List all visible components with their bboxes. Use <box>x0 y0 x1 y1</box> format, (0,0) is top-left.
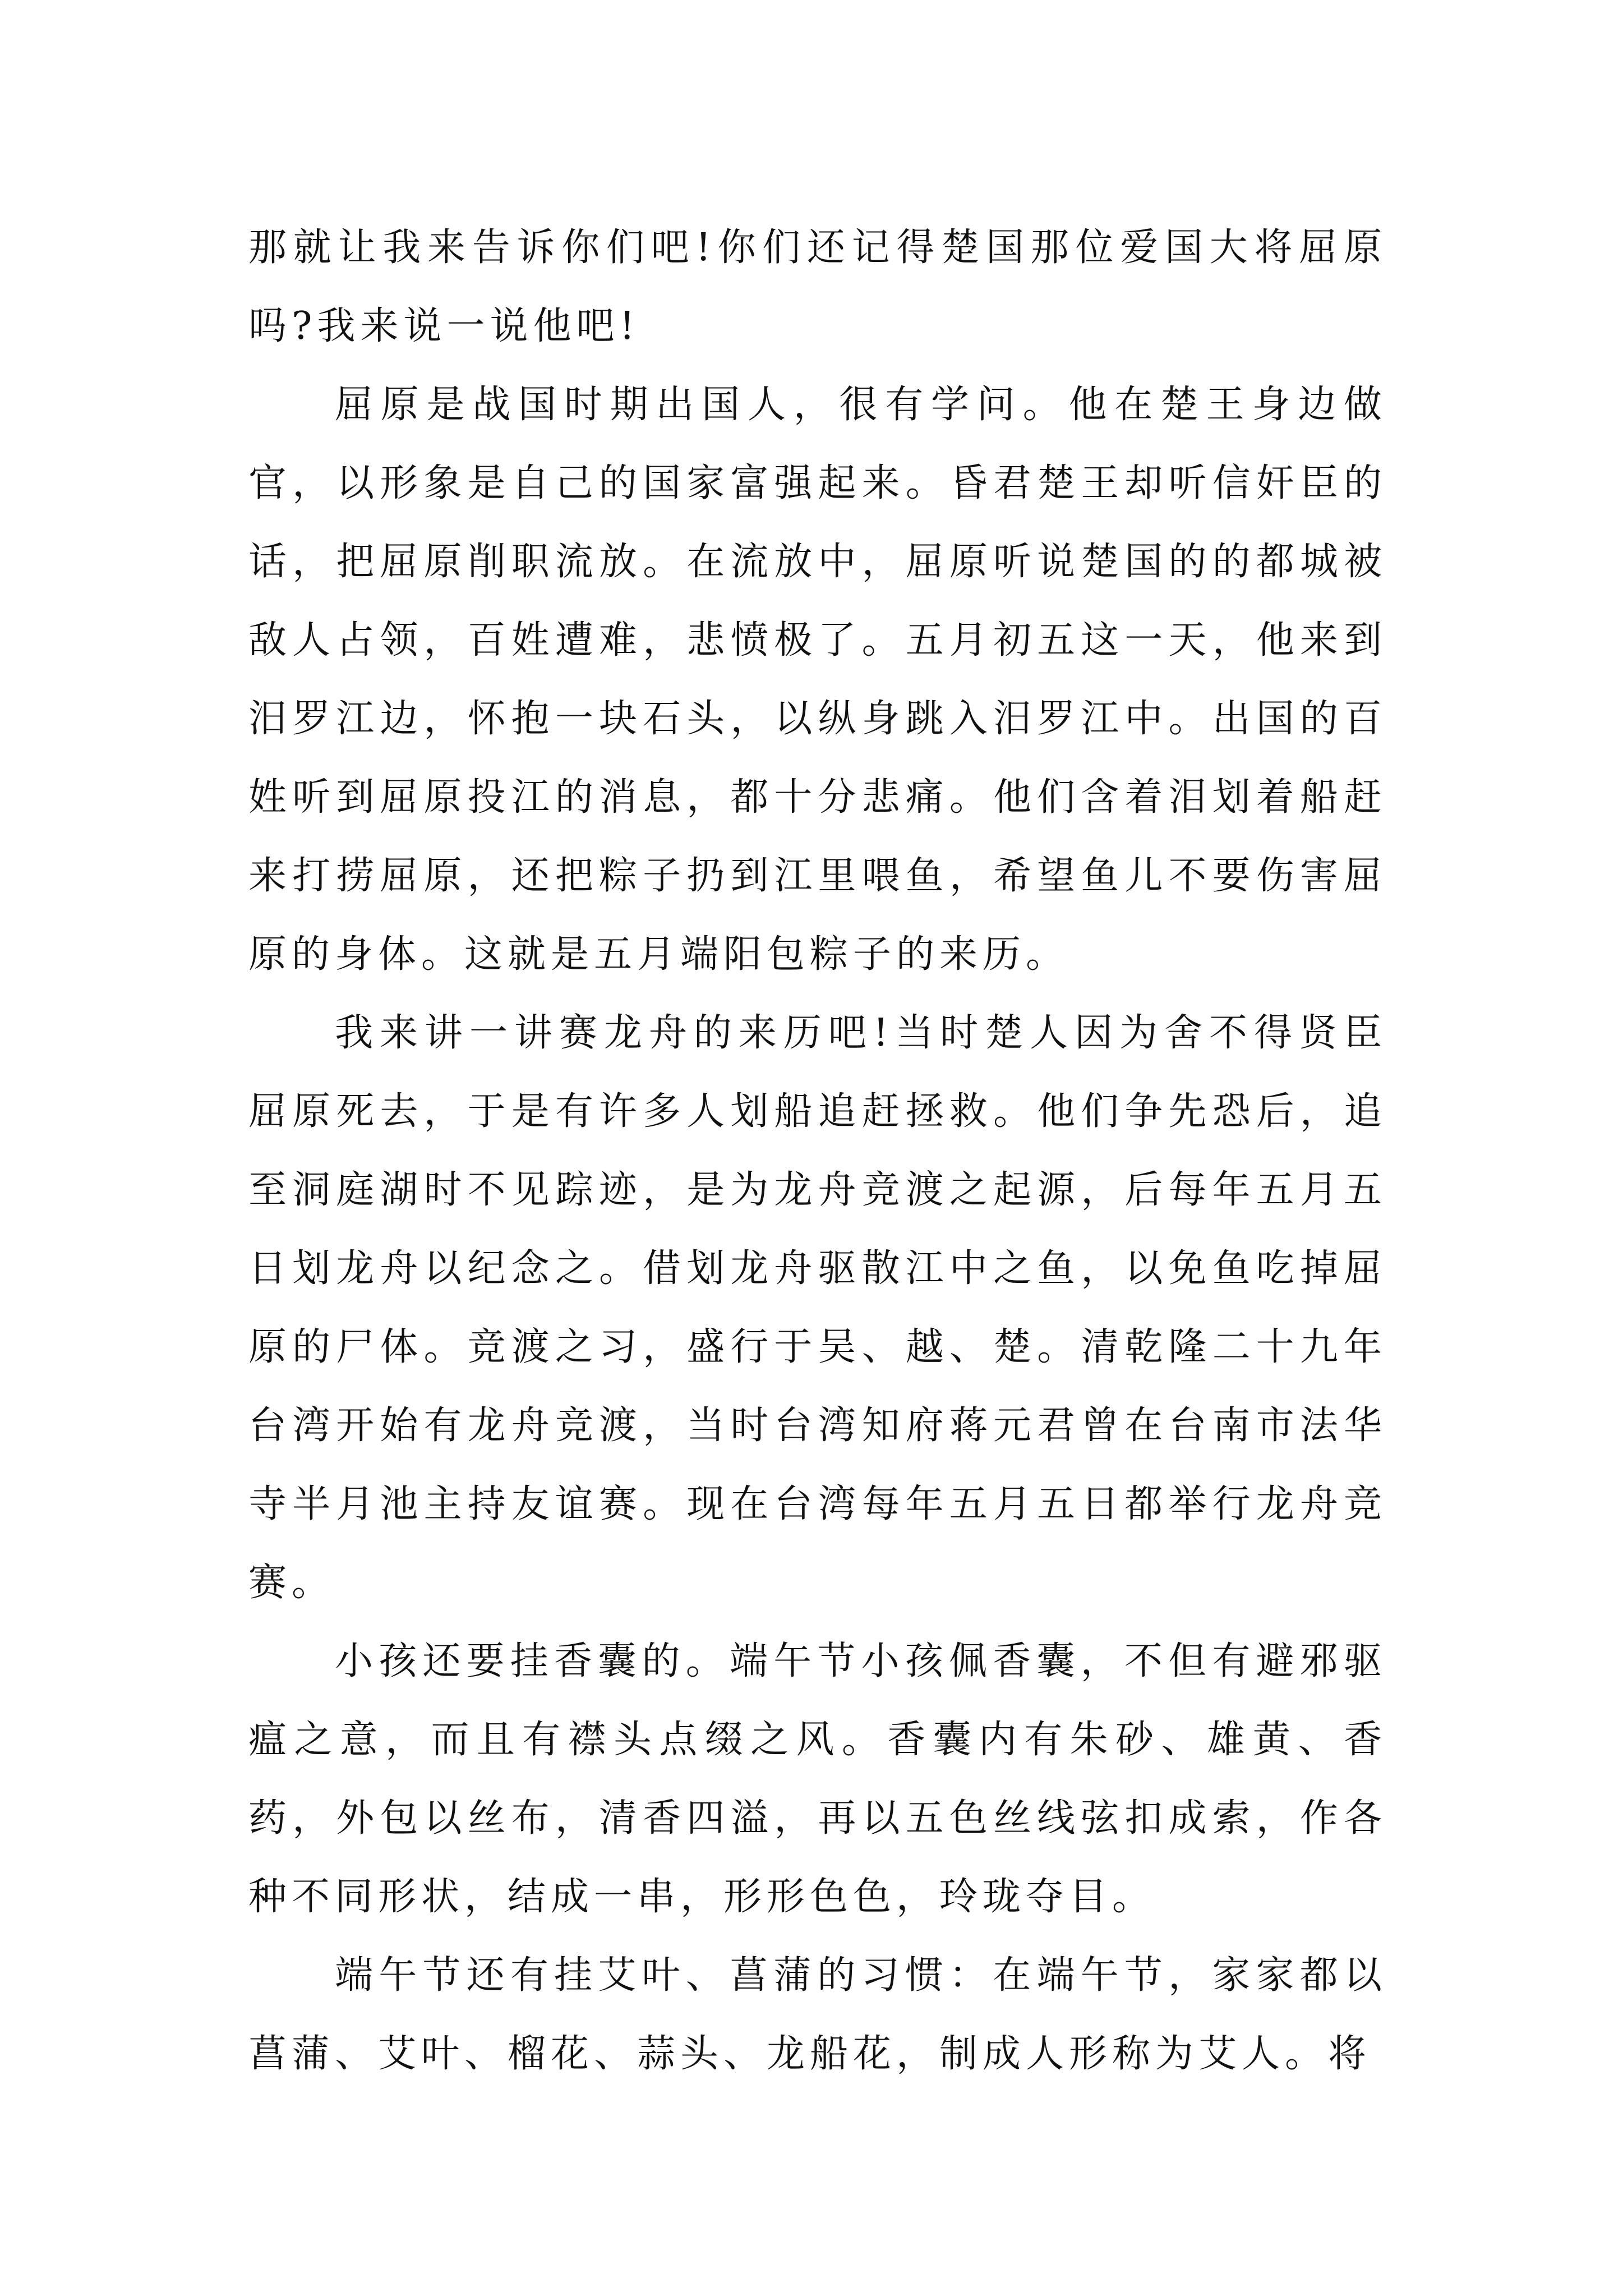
document-body <box>248 209 1387 2093</box>
paragraph-4: 小孩还要挂香囊的。端午节小孩佩香囊，不但有避邪驱瘟之意，而且有襟头点缀之风。香囊内有朱砂、雄黄、香药，外包以丝布，清香四溢，再以五色丝线弦扣成索，作各种不同形状，结成一串，形形色色，玲珑夺目。 <box>248 1639 1387 1919</box>
paragraph-3: 我来讲一讲赛龙舟的来历吧!当时楚人因为舍不得贤臣屈原死去，于是有许多人划船追赶拯救。他们争先恐后，追至洞庭湖时不见踪迹，是为龙舟竞渡之起源，后每年五月五日划龙舟以纪念之。借划龙舟驱散江中之鱼，以免鱼吃掉屈原的尸体。竞渡之习，盛行于吴、越、楚。清乾隆二十九年台湾开始有龙舟竞渡，当时台湾知府蒋元君曾在台南市法华寺半月池主持友谊赛。现在台湾每年五月五日都举行龙舟竞赛。 <box>248 1011 1387 1605</box>
paragraph-5: 端午节还有挂艾叶、菖蒲的习惯：在端午节，家家都以菖蒲、艾叶、榴花、蒜头、龙船花，制成人形称为艾人。将 <box>248 1953 1387 2076</box>
paragraph-2: 屈原是战国时期出国人，很有学问。他在楚王身边做官，以形象是自己的国家富强起来。昏君楚王却听信奸臣的话，把屈原削职流放。在流放中，屈原听说楚国的的都城被敌人占领，百姓遭难，悲愤极了。五月初五这一天，他来到汨罗江边，怀抱一块石头，以纵身跳入汨罗江中。出国的百姓听到屈原投江的消息，都十分悲痛。他们含着泪划着船赶来打捞屈原，还把粽子扔到江里喂鱼，希望鱼儿不要伤害屈原的身体。这就是五月端阳包粽子的来历。 <box>248 383 1387 977</box>
paragraph-1: 那就让我来告诉你们吧!你们还记得楚国那位爱国大将屈原吗?我来说一说他吧! <box>248 226 1387 348</box>
